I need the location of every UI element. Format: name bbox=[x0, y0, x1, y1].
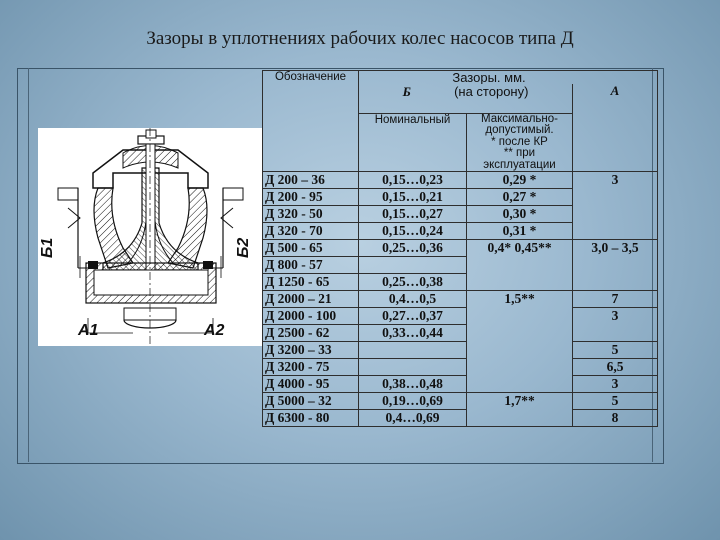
gaps-table bbox=[262, 70, 658, 427]
table-row bbox=[263, 206, 658, 223]
header-gaps: Зазоры. мм. bbox=[359, 71, 658, 85]
cell-a: 3,0 – 3,5 bbox=[573, 240, 658, 257]
header-b: Б bbox=[402, 84, 411, 99]
header-designation: Обозначение bbox=[263, 71, 359, 172]
cell-max bbox=[467, 376, 573, 393]
cell-name: Д 3200 - 75 bbox=[263, 359, 359, 376]
cell-a: 3 bbox=[573, 376, 658, 393]
table-row bbox=[263, 223, 658, 240]
cell-name: Д 200 - 95 bbox=[263, 189, 359, 206]
label-a2: А2 bbox=[204, 322, 225, 339]
cell-a: 3 bbox=[573, 308, 658, 325]
cell-a: 6,5 bbox=[573, 359, 658, 376]
cell-nominal bbox=[359, 359, 467, 376]
table-row bbox=[263, 376, 658, 393]
cell-max: 1,5** bbox=[467, 291, 573, 308]
cell-a bbox=[573, 206, 658, 223]
cell-nominal: 0,27…0,37 bbox=[359, 308, 467, 325]
cell-nominal: 0,19…0,69 bbox=[359, 393, 467, 410]
cell-a: 7 bbox=[573, 291, 658, 308]
header-max-allowed bbox=[467, 113, 573, 172]
header-a: А bbox=[573, 84, 658, 172]
gaps-table-container bbox=[262, 70, 657, 440]
header-row-1 bbox=[263, 71, 658, 85]
cell-max bbox=[467, 274, 573, 291]
cell-max: 0,27 * bbox=[467, 189, 573, 206]
label-a1: А1 bbox=[78, 322, 99, 339]
cell-nominal bbox=[359, 257, 467, 274]
cell-name: Д 3200 – 33 bbox=[263, 342, 359, 359]
header-in-operation: ** при эксплуатации bbox=[483, 147, 556, 171]
table-row bbox=[263, 325, 658, 342]
header-max-label: Максимально-допустимый. bbox=[480, 113, 559, 136]
cell-name: Д 2000 - 100 bbox=[263, 308, 359, 325]
cell-max bbox=[467, 325, 573, 342]
cell-name: Д 2500 - 62 bbox=[263, 325, 359, 342]
cell-name: Д 500 - 65 bbox=[263, 240, 359, 257]
cell-a bbox=[573, 223, 658, 240]
table-row bbox=[263, 393, 658, 410]
pump-seal-drawing bbox=[38, 128, 263, 346]
table-row bbox=[263, 342, 658, 359]
cell-name: Д 5000 – 32 bbox=[263, 393, 359, 410]
cell-name: Д 1250 - 65 bbox=[263, 274, 359, 291]
cell-a: 8 bbox=[573, 410, 658, 427]
cell-nominal: 0,15…0,21 bbox=[359, 189, 467, 206]
label-b1: Б1 bbox=[39, 237, 56, 258]
cell-max: 0,31 * bbox=[467, 223, 573, 240]
cell-a: 5 bbox=[573, 393, 658, 410]
cell-a bbox=[573, 325, 658, 342]
table-row bbox=[263, 308, 658, 325]
cell-a bbox=[573, 257, 658, 274]
cell-nominal: 0,4…0,5 bbox=[359, 291, 467, 308]
cell-name: Д 320 - 70 bbox=[263, 223, 359, 240]
cell-nominal: 0,38…0,48 bbox=[359, 376, 467, 393]
cell-a: 3 bbox=[573, 172, 658, 189]
pump-cross-section-svg bbox=[38, 128, 263, 346]
cell-name: Д 320 - 50 bbox=[263, 206, 359, 223]
table-row bbox=[263, 359, 658, 376]
cell-nominal: 0,25…0,36 bbox=[359, 240, 467, 257]
cell-nominal: 0,15…0,27 bbox=[359, 206, 467, 223]
cell-name: Д 2000 – 21 bbox=[263, 291, 359, 308]
cell-nominal: 0,33…0,44 bbox=[359, 325, 467, 342]
cell-max bbox=[467, 410, 573, 427]
cell-name: Д 200 – 36 bbox=[263, 172, 359, 189]
cell-name: Д 4000 - 95 bbox=[263, 376, 359, 393]
cell-max bbox=[467, 308, 573, 325]
header-after-kr: * после КР bbox=[491, 135, 548, 148]
cell-nominal: 0,15…0,23 bbox=[359, 172, 467, 189]
header-per-side: (на сторону) bbox=[454, 84, 529, 99]
cell-nominal: 0,4…0,69 bbox=[359, 410, 467, 427]
cell-a bbox=[573, 274, 658, 291]
cell-max bbox=[467, 342, 573, 359]
cell-max bbox=[467, 359, 573, 376]
label-b2: Б2 bbox=[235, 237, 252, 258]
header-nominal: Номинальный bbox=[359, 113, 467, 172]
cell-nominal: 0,25…0,38 bbox=[359, 274, 467, 291]
cell-a: 5 bbox=[573, 342, 658, 359]
cell-name: Д 800 - 57 bbox=[263, 257, 359, 274]
cell-max bbox=[467, 257, 573, 274]
table-row bbox=[263, 240, 658, 257]
table-row bbox=[263, 410, 658, 427]
table-row bbox=[263, 189, 658, 206]
table-row bbox=[263, 257, 658, 274]
table-row bbox=[263, 172, 658, 189]
cell-max: 0,30 * bbox=[467, 206, 573, 223]
cell-max: 0,4* 0,45** bbox=[467, 240, 573, 257]
table-body bbox=[263, 172, 658, 427]
cell-nominal: 0,15…0,24 bbox=[359, 223, 467, 240]
header-b-group bbox=[359, 84, 573, 113]
cell-a bbox=[573, 189, 658, 206]
table-row bbox=[263, 274, 658, 291]
cell-nominal bbox=[359, 342, 467, 359]
cell-name: Д 6300 - 80 bbox=[263, 410, 359, 427]
cell-max: 0,29 * bbox=[467, 172, 573, 189]
table-row bbox=[263, 291, 658, 308]
cell-max: 1,7** bbox=[467, 393, 573, 410]
frame-divider bbox=[28, 68, 29, 462]
page-title: Зазоры в уплотнениях рабочих колес насосов типа Д bbox=[146, 28, 574, 49]
